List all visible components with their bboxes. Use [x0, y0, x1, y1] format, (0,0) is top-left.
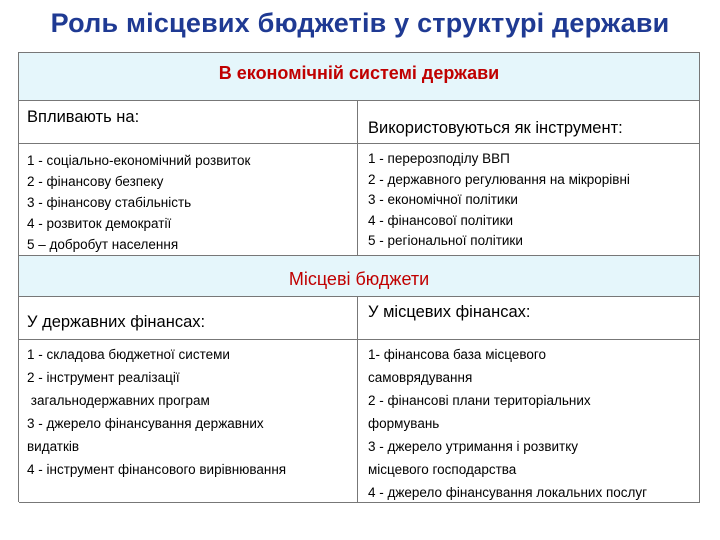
list-item: 3 - джерело фінансування державних	[27, 416, 264, 431]
header-state-finance	[19, 297, 358, 340]
header-label: У місцевих фінансах:	[368, 303, 531, 321]
list-item: 3 - економічної політики	[368, 192, 518, 207]
list-item: формувань	[368, 416, 440, 431]
list-item: 5 - регіональної політики	[368, 233, 523, 248]
list-item: 1 - соціально-економічний розвиток	[27, 153, 251, 168]
influence-list	[19, 144, 358, 256]
list-item: загальнодержавних програм	[27, 393, 210, 408]
budget-role-table	[18, 52, 700, 502]
list-item: 2 - фінансову безпеку	[27, 174, 164, 189]
list-item: самоврядування	[368, 370, 473, 385]
list-item: 4 - розвиток демократії	[27, 216, 172, 231]
state-finance-list	[19, 340, 358, 503]
list-item: 1 - перерозподілу ВВП	[368, 151, 510, 166]
list-item: 1- фінансова база місцевого	[368, 347, 546, 362]
list-item: 2 - фінансові плани територіальних	[368, 393, 591, 408]
header-used-as-tool	[358, 101, 700, 144]
list-item: місцевого господарства	[368, 462, 517, 477]
list-item: 3 - фінансову стабільність	[27, 195, 192, 210]
list-item: 2 - інструмент реалізації	[27, 370, 180, 385]
list-item: 4 - інструмент фінансового вирівнювання	[27, 462, 287, 477]
list-item: 3 - джерело утримання і розвитку	[368, 439, 579, 454]
section-heading-economic-system	[19, 53, 700, 101]
header-local-finance	[358, 297, 700, 340]
list-item: 4 - фінансової політики	[368, 212, 514, 228]
list-item: видатків	[27, 439, 80, 454]
section-heading-local-budgets	[19, 256, 700, 297]
header-label: У державних фінансах:	[27, 313, 206, 331]
header-label: Впливають на:	[27, 108, 140, 126]
list-item: 2 - державного регулювання на мікрорівні	[368, 171, 630, 187]
list-item: 5 – добробут населення	[27, 237, 179, 252]
tool-list	[358, 144, 700, 256]
header-influence-on	[19, 101, 358, 144]
section-heading-label: Місцеві бюджети	[288, 269, 430, 289]
list-item: 1 - складова бюджетної системи	[27, 347, 230, 362]
list-item: 4 - джерело фінансування локальних послуг	[368, 485, 648, 500]
header-label: Використовуються як інструмент:	[368, 119, 623, 137]
local-finance-list	[358, 340, 700, 503]
page-title: Роль місцевих бюджетів у структурі держави	[50, 8, 670, 38]
section-heading-label: В економічній системі держави	[218, 63, 500, 83]
